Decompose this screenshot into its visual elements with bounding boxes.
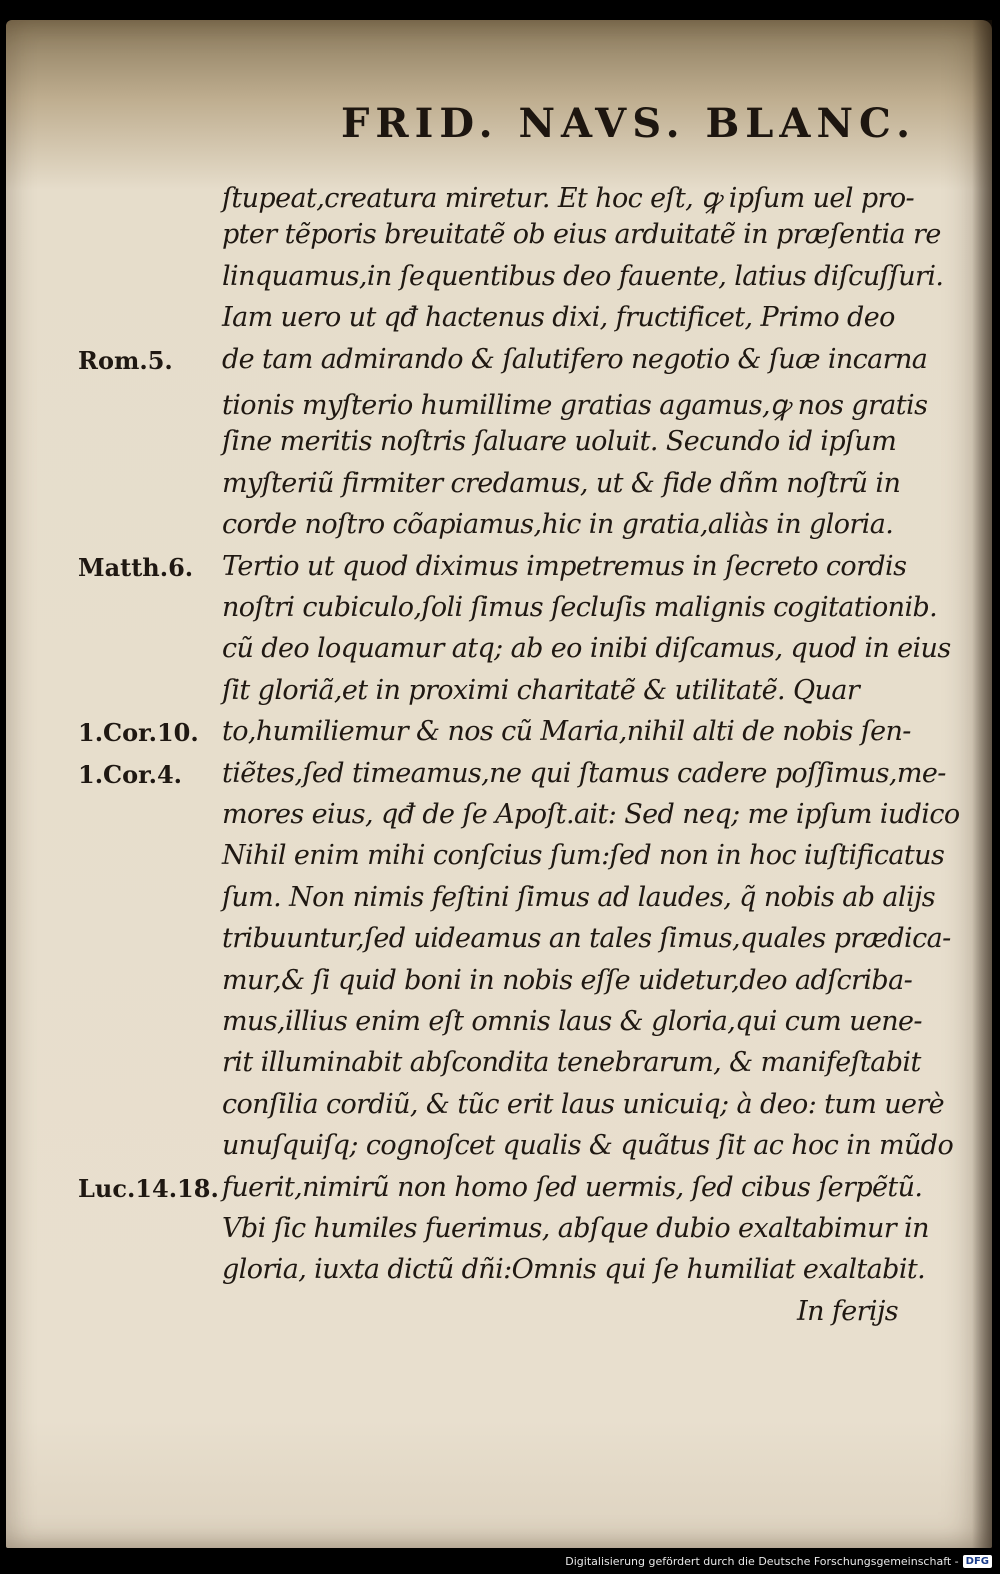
book-page bbox=[6, 20, 992, 1548]
text-line: gloria, iuxta dictũ dñi:Omnis qui ſe humiliat exaltabit. bbox=[222, 1254, 926, 1286]
text-line: ſtupeat,creatura miretur. Et hoc eſt, ꝙ ipſum uel pro- bbox=[222, 183, 914, 214]
text-line: Tertio ut quod diximus impetremus in ſecreto cordis bbox=[222, 550, 907, 582]
text-line: pter tẽporis breuitatẽ ob eius arduitatẽ in præſentia re bbox=[222, 219, 941, 251]
margin-note: Luc.14.18. bbox=[78, 1173, 219, 1203]
text-line: Iam uero ut qđ hactenus dixi, fructificet, Primo deo bbox=[222, 302, 895, 334]
text-line: corde noſtro cõapiamus,hic in gratia,aliàs in gloria. bbox=[222, 509, 894, 541]
text-line: cũ deo loquamur atq; ab eo inibi diſcamus, quod in eius bbox=[222, 633, 951, 665]
text-line: to,humiliemur & nos cũ Maria,nihil alti de nobis ſen- bbox=[222, 716, 911, 748]
text-line: mus,illius enim eſt omnis laus & gloria,qui cum uene- bbox=[222, 1006, 922, 1037]
text-line: fuerit,nimirũ non homo ſed uermis, ſed cibus ſerpẽtũ. bbox=[222, 1171, 923, 1203]
footer-bar bbox=[0, 1548, 1000, 1574]
text-line: mur,& ſi quid boni in nobis eſſe uidetur,deo adſcriba- bbox=[222, 964, 913, 996]
text-line: Nihil enim mihi conſcius ſum:ſed non in hoc iuſtificatus bbox=[222, 840, 945, 872]
footer-text: Digitalisierung gefördert durch die Deutsche Forschungsgemeinschaft - bbox=[565, 1554, 959, 1568]
margin-note: Matth.6. bbox=[78, 552, 194, 582]
running-title: FRID. NAVS. BLANC. bbox=[341, 100, 917, 147]
margin-note: 1.Cor.4. bbox=[78, 759, 183, 789]
page-edge-shadow bbox=[972, 20, 992, 1548]
dfg-logo: DFG bbox=[963, 1555, 992, 1568]
text-line: tiẽtes,ſed timeamus,ne qui ſtamus cadere poſſimus,me- bbox=[222, 757, 946, 789]
text-line: tionis myſterio humillime gratias agamus,ꝙ nos gratis bbox=[222, 390, 928, 421]
text-line: mores eius, qđ de ſe Apoſt.ait: Sed neq; me ipſum iudico bbox=[222, 799, 960, 830]
margin-note: 1.Cor.10. bbox=[78, 718, 199, 748]
text-line: ſit gloriã,et in proximi charitatẽ & utilitatẽ. Quar bbox=[222, 674, 860, 706]
text-line: linquamus,in ſequentibus deo fauente, latius diſcuſſuri. bbox=[222, 260, 944, 292]
text-line: ſine meritis noſtris ſaluare uoluit. Secundo id ipſum bbox=[222, 426, 897, 458]
catchword: In ferijs bbox=[797, 1295, 898, 1327]
text-line: noſtri cubiculo,ſoli ſimus ſecluſis malignis cogitationib. bbox=[222, 592, 938, 623]
text-line: ſum. Non nimis feſtini ſimus ad laudes, q̃ nobis ab alijs bbox=[222, 881, 936, 913]
text-line: unuſquiſq; cognoſcet qualis & quãtus ſit ac hoc in mũdo bbox=[222, 1130, 954, 1162]
text-line: rit illuminabit abſcondita tenebrarum, & manifeſtabit bbox=[222, 1047, 921, 1079]
text-line: Vbi ſic humiles fuerimus, abſque dubio exaltabimur in bbox=[222, 1213, 929, 1244]
text-line: conſilia cordiũ, & tũc erit laus unicuiq; à deo: tum uerè bbox=[222, 1088, 945, 1120]
text-line: tribuuntur,ſed uideamus an tales ſimus,quales prædica- bbox=[222, 923, 951, 955]
text-line: de tam admirando & ſalutifero negotio & ſuæ incarna bbox=[222, 343, 928, 375]
margin-note: Rom.5. bbox=[78, 345, 173, 375]
text-line: myſteriũ firmiter credamus, ut & fide dñm noſtrũ in bbox=[222, 467, 901, 499]
